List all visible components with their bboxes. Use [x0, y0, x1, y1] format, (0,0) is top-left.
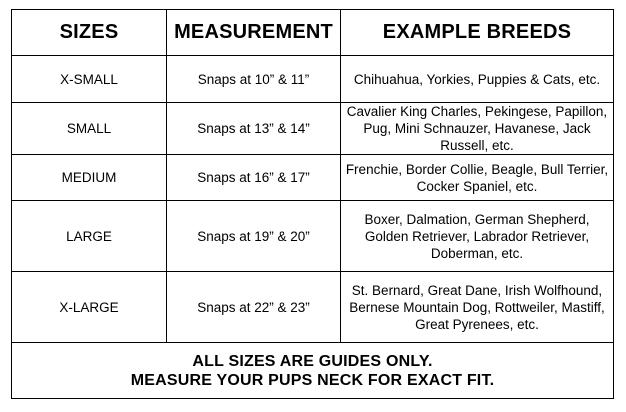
breeds-cell: St. Bernard, Great Dane, Irish Wolfhound, Bernese Mountain Dog, Rottweiler, Mastiff, Great Pyrenees, etc.: [341, 272, 614, 343]
header-sizes: SIZES: [12, 10, 167, 56]
table-row: [12, 201, 614, 272]
footer-note: [12, 343, 614, 399]
footer-line-measure: MEASURE YOUR PUPS NECK FOR EXACT FIT.: [130, 371, 495, 389]
size-cell: LARGE: [12, 201, 167, 272]
breeds-cell: Chihuahua, Yorkies, Puppies & Cats, etc.: [341, 56, 614, 103]
table-row: [12, 103, 614, 155]
table-row: [12, 56, 614, 103]
measurement-cell: Snaps at 16” & 17”: [167, 155, 341, 201]
table-row: [12, 272, 614, 343]
measurement-cell: Snaps at 13” & 14”: [167, 103, 341, 155]
footer-row: [12, 343, 614, 399]
footer-line-guides: ALL SIZES ARE GUIDES ONLY.: [192, 352, 433, 370]
size-cell: X-LARGE: [12, 272, 167, 343]
breeds-cell: Frenchie, Border Collie, Beagle, Bull Terrier, Cocker Spaniel, etc.: [341, 155, 614, 201]
size-cell: X-SMALL: [12, 56, 167, 103]
header-example-breeds: EXAMPLE BREEDS: [341, 10, 614, 56]
measurement-cell: Snaps at 10” & 11”: [167, 56, 341, 103]
size-cell: MEDIUM: [12, 155, 167, 201]
size-cell: SMALL: [12, 103, 167, 155]
breeds-cell: Cavalier King Charles, Pekingese, Papillon, Pug, Mini Schnauzer, Havanese, Jack Russell, etc.: [341, 103, 614, 155]
size-chart-table: [11, 9, 614, 399]
measurement-cell: Snaps at 19” & 20”: [167, 201, 341, 272]
table-row: [12, 155, 614, 201]
breeds-cell: Boxer, Dalmation, German Shepherd, Golden Retriever, Labrador Retriever, Doberman, etc.: [341, 201, 614, 272]
measurement-cell: Snaps at 22” & 23”: [167, 272, 341, 343]
header-row: [12, 10, 614, 56]
header-measurement: MEASUREMENT: [167, 10, 341, 56]
